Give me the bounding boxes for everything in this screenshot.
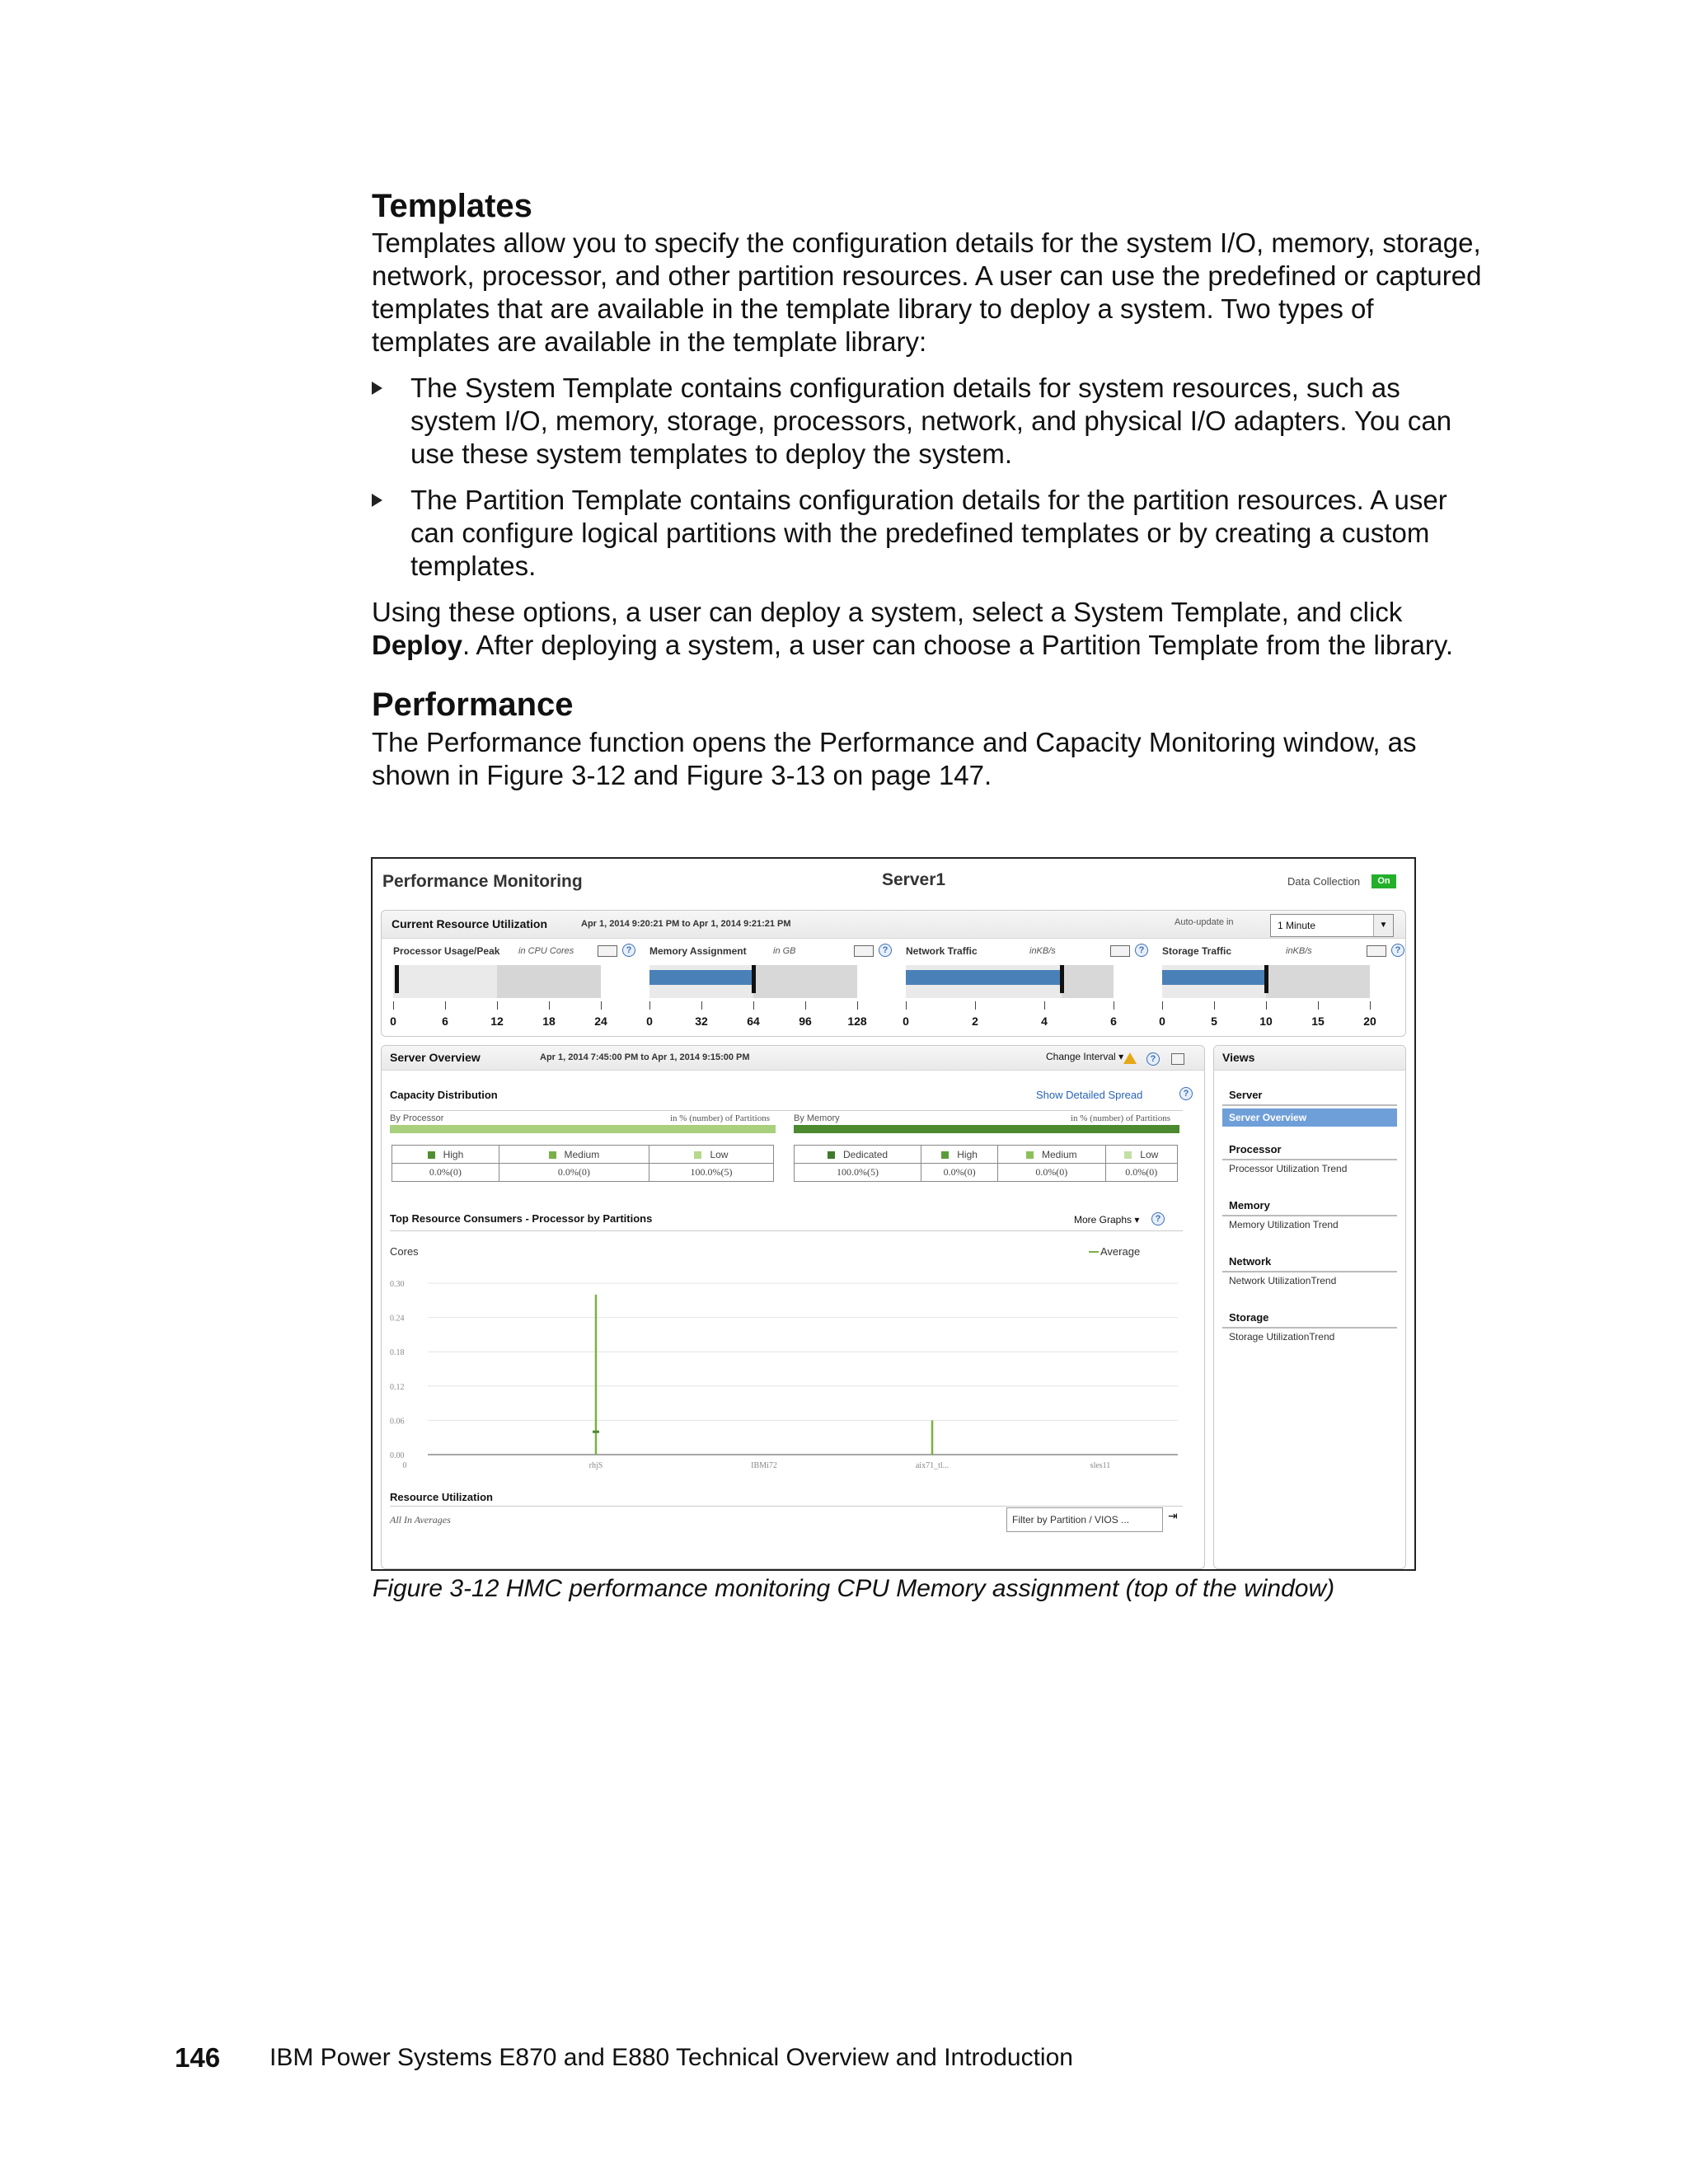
x-tick-label: sles11: [1090, 1461, 1111, 1470]
help-icon[interactable]: ?: [1179, 1087, 1193, 1100]
views-section-network: Network: [1222, 1255, 1397, 1272]
legend-label: High: [957, 1148, 978, 1160]
views-section-processor: Processor: [1222, 1143, 1397, 1160]
legend-cell: [795, 1146, 921, 1164]
y-tick-label: 0.30: [390, 1280, 405, 1289]
warning-icon: [1123, 1052, 1137, 1064]
legend-value: 100.0%(5): [795, 1164, 921, 1182]
legend-label: Low: [1140, 1148, 1159, 1160]
chart-view-icon[interactable]: [1110, 945, 1130, 957]
templates-heading: Templates: [372, 188, 532, 224]
data-collection-label: Data Collection: [1287, 875, 1361, 888]
gauge-tick: [649, 1001, 650, 1010]
gauge-tick-label: 15: [1311, 1015, 1325, 1028]
auto-update-select[interactable]: 1 Minute ▼: [1270, 914, 1394, 937]
templates-section: [372, 186, 1484, 792]
gauge-unit: in GB: [773, 946, 796, 956]
views-item[interactable]: Network UtilizationTrend: [1229, 1275, 1337, 1286]
gauge-track: [649, 965, 857, 998]
gauge-tick-label: 6: [1110, 1015, 1117, 1028]
gauge-tick-label: 128: [847, 1015, 867, 1028]
help-icon[interactable]: ?: [1151, 1212, 1165, 1226]
legend-swatch: [828, 1151, 835, 1159]
gauge-tick: [393, 1001, 394, 1010]
gauge-title: Processor Usage/Peak: [393, 945, 500, 957]
server-name: Server1: [882, 870, 946, 889]
gauge-tick: [497, 1001, 498, 1010]
gauge-tick-label: 18: [542, 1015, 556, 1028]
gauge-tick-label: 0: [903, 1015, 909, 1028]
gauge-unit: inKB/s: [1029, 946, 1056, 956]
by-processor-label: By Processor: [390, 1113, 444, 1123]
gauge-tick-label: 12: [490, 1015, 504, 1028]
legend-cell: [392, 1146, 499, 1164]
current-utilization-title: Current Resource Utilization: [392, 917, 548, 930]
top-consumers-chart: [387, 1240, 1194, 1484]
legend-label: High: [443, 1148, 464, 1160]
gauge-tick: [805, 1001, 806, 1010]
gauge-fill: [649, 970, 753, 985]
help-icon[interactable]: ?: [1135, 944, 1148, 957]
gauge-tick: [549, 1001, 550, 1010]
gauge-tick: [1266, 1001, 1267, 1010]
help-icon[interactable]: ?: [1391, 944, 1404, 957]
legend-cell: [1105, 1146, 1177, 1164]
legend-swatch: [1026, 1151, 1034, 1159]
x-tick-label: IBMi72: [751, 1461, 777, 1470]
gauge-title: Memory Assignment: [649, 945, 747, 957]
x-tick-label: aix71_tl...: [915, 1461, 950, 1470]
gauge-tick: [753, 1001, 754, 1010]
views-section-server: Server: [1222, 1089, 1397, 1106]
gauge-title: Network Traffic: [906, 945, 978, 957]
performance-heading: Performance: [372, 687, 574, 723]
legend-cell: [998, 1146, 1105, 1164]
processor-distribution-bar: [390, 1125, 776, 1133]
legend-value: 0.0%(0): [499, 1164, 649, 1182]
y-axis-label: Cores: [390, 1245, 419, 1258]
gauge-tick: [1044, 1001, 1045, 1010]
server-overview-title: Server Overview: [390, 1051, 481, 1064]
gauge-track: [906, 965, 1114, 998]
gauge-fill: [1162, 970, 1266, 985]
legend-value: 100.0%(5): [649, 1164, 773, 1182]
gauge-remaining: [753, 965, 857, 998]
gauge-track: [1162, 965, 1370, 998]
deploy-keyword: Deploy: [372, 630, 463, 660]
bullet-system-template: The System Template contains configuration details for system resources, such as system I/O, memory, storage, processors, network, and physical I/O adapters. You can use these system templates to deploy the system.: [372, 372, 1484, 471]
gauge-tick-label: 5: [1211, 1015, 1217, 1028]
current-utilization-panel: [381, 910, 1406, 1037]
views-section-storage: Storage: [1222, 1311, 1397, 1329]
views-item[interactable]: Memory Utilization Trend: [1229, 1219, 1339, 1230]
gauge-tick-label: 24: [594, 1015, 607, 1028]
templates-bullet-list: [372, 372, 1484, 583]
more-graphs-menu[interactable]: More Graphs ▾: [1074, 1214, 1140, 1226]
performance-monitoring-screenshot: [371, 857, 1416, 1571]
views-item[interactable]: Processor Utilization Trend: [1229, 1163, 1348, 1174]
legend-swatch: [1124, 1151, 1132, 1159]
help-icon[interactable]: ?: [622, 944, 635, 957]
views-section-memory: Memory: [1222, 1199, 1397, 1216]
help-icon[interactable]: ?: [879, 944, 892, 957]
gauge-marker: [1264, 965, 1268, 993]
y-tick-label: 0.18: [390, 1348, 405, 1358]
gauge-tick: [1162, 1001, 1163, 1010]
gauge-marker: [1060, 965, 1064, 993]
help-icon[interactable]: ?: [1146, 1052, 1160, 1066]
top-consumers-title: Top Resource Consumers - Processor by Partitions: [390, 1212, 653, 1225]
gauge-unit: in CPU Cores: [518, 946, 574, 956]
memory-percent-note: in % (number) of Partitions: [1071, 1113, 1170, 1123]
legend-label: Medium: [1041, 1148, 1077, 1160]
gauge-tick: [701, 1001, 702, 1010]
gauge-tick-label: 64: [747, 1015, 760, 1028]
legend-swatch: [694, 1151, 701, 1159]
gauge-tick: [906, 1001, 907, 1010]
legend-cell: [649, 1146, 773, 1164]
current-utilization-range: Apr 1, 2014 9:20:21 PM to Apr 1, 2014 9:21:21 PM: [581, 919, 791, 929]
legend-cell: [921, 1146, 998, 1164]
filter-partition-input[interactable]: Filter by Partition / VIOS ...: [1006, 1507, 1163, 1532]
data-collection-toggle[interactable]: On: [1372, 874, 1396, 888]
views-item-active[interactable]: Server Overview: [1222, 1108, 1397, 1127]
minimize-icon[interactable]: [1171, 1053, 1184, 1065]
gauge-tick-label: 0: [390, 1015, 396, 1028]
memory-legend-table: [794, 1145, 1178, 1182]
gauge-fill: [906, 970, 1062, 985]
x-tick-label: rhjS: [588, 1461, 603, 1470]
gauge-tick: [857, 1001, 858, 1010]
gauge-tick-label: 2: [972, 1015, 978, 1028]
gauge-tick-label: 32: [695, 1015, 708, 1028]
capacity-distribution-title: Capacity Distribution: [390, 1089, 498, 1101]
gauge-remaining: [1266, 965, 1370, 998]
gauge-tick-label: 4: [1041, 1015, 1048, 1028]
bullet-triangle-icon: [372, 494, 382, 507]
views-title: Views: [1222, 1051, 1255, 1064]
page-number: 146: [175, 2042, 221, 2073]
gauge-unit: inKB/s: [1286, 946, 1312, 956]
gauge-tick-label: 96: [799, 1015, 812, 1028]
chart-view-icon[interactable]: [1367, 945, 1386, 957]
gauge-tick: [601, 1001, 602, 1010]
bullet-partition-template: The Partition Template contains configuration details for the partition resources. A user can configure logical partitions with the predefined templates or by creating a custom templates.: [372, 484, 1484, 583]
performance-text: The Performance function opens the Performance and Capacity Monitoring window, as shown in Figure 3-12 and Figure 3-13 on page 147.: [372, 727, 1417, 790]
export-icon[interactable]: ⇥: [1168, 1509, 1178, 1522]
gauge-tick: [975, 1001, 976, 1010]
server-overview-panel: [381, 1045, 1205, 1569]
by-memory-label: By Memory: [794, 1113, 840, 1123]
legend-average: Average: [1100, 1245, 1141, 1258]
gauge-tick-label: 0: [1159, 1015, 1165, 1028]
gauge-tick-label: 20: [1363, 1015, 1376, 1028]
gauge-tick-label: 10: [1259, 1015, 1273, 1028]
change-interval-menu[interactable]: Change Interval ▾: [1046, 1051, 1124, 1062]
processor-percent-note: in % (number) of Partitions: [670, 1113, 770, 1123]
processor-legend-table: [392, 1145, 774, 1182]
y-tick-label: 0.24: [390, 1314, 405, 1324]
y-tick-label: 0.12: [390, 1382, 405, 1392]
chevron-down-icon[interactable]: ▼: [1373, 915, 1393, 936]
gauge-tick: [445, 1001, 446, 1010]
bullet-triangle-icon: [372, 382, 382, 395]
legend-value: 0.0%(0): [1105, 1164, 1177, 1182]
gauge-tick: [1318, 1001, 1319, 1010]
x-tick-label: 0: [402, 1461, 407, 1470]
legend-label: Medium: [564, 1148, 600, 1160]
auto-update-label: Auto-update in: [1175, 917, 1234, 927]
legend-label: Dedicated: [843, 1148, 889, 1160]
legend-swatch: [941, 1151, 949, 1159]
resource-utilization-title: Resource Utilization: [390, 1491, 493, 1503]
legend-swatch: [428, 1151, 435, 1159]
y-tick-label: 0.00: [390, 1451, 405, 1460]
gauge-remaining: [1062, 965, 1114, 998]
legend-value: 0.0%(0): [392, 1164, 499, 1182]
chart-view-icon[interactable]: [598, 945, 617, 957]
server-overview-range: Apr 1, 2014 7:45:00 PM to Apr 1, 2014 9:15:00 PM: [540, 1052, 750, 1062]
all-in-averages-label: All In Averages: [390, 1514, 451, 1526]
gauge-title: Storage Traffic: [1162, 945, 1232, 957]
legend-swatch: [549, 1151, 556, 1159]
legend-label: Low: [710, 1148, 729, 1160]
window-title: Performance Monitoring: [382, 872, 583, 891]
views-item[interactable]: Storage UtilizationTrend: [1229, 1331, 1335, 1343]
templates-intro: Templates allow you to specify the configuration details for the system I/O, memory, storage, network, processor, and other partition resources. A user can use the predefined or captured templates that are available in the template library to deploy a system. Two types of templates are available in the template library:: [372, 227, 1482, 357]
gauge-tick: [1370, 1001, 1371, 1010]
gauge-track: [393, 965, 601, 998]
show-detailed-spread-link[interactable]: Show Detailed Spread: [1036, 1089, 1143, 1101]
figure-caption: Figure 3-12 HMC performance monitoring CPU Memory assignment (top of the window): [373, 1575, 1335, 1602]
gauge-tick-label: 0: [646, 1015, 653, 1028]
legend-value: 0.0%(0): [998, 1164, 1105, 1182]
gauge-peak-band: [497, 965, 601, 998]
gauge-tick: [1214, 1001, 1215, 1010]
views-panel: [1213, 1045, 1406, 1569]
book-title: IBM Power Systems E870 and E880 Technical Overview and Introduction: [270, 2044, 1073, 2071]
templates-closing: Using these options, a user can deploy a system, select a System Template, and click Deploy. After deploying a system, a user can choose a Partition Template from the library.: [372, 597, 1454, 660]
gauge-marker: [752, 965, 756, 993]
memory-distribution-bar: [794, 1125, 1179, 1133]
legend-cell: [499, 1146, 649, 1164]
y-tick-label: 0.06: [390, 1417, 405, 1427]
gauge-marker: [395, 965, 399, 993]
chart-view-icon[interactable]: [854, 945, 874, 957]
gauge-tick-label: 6: [442, 1015, 448, 1028]
legend-value: 0.0%(0): [921, 1164, 998, 1182]
